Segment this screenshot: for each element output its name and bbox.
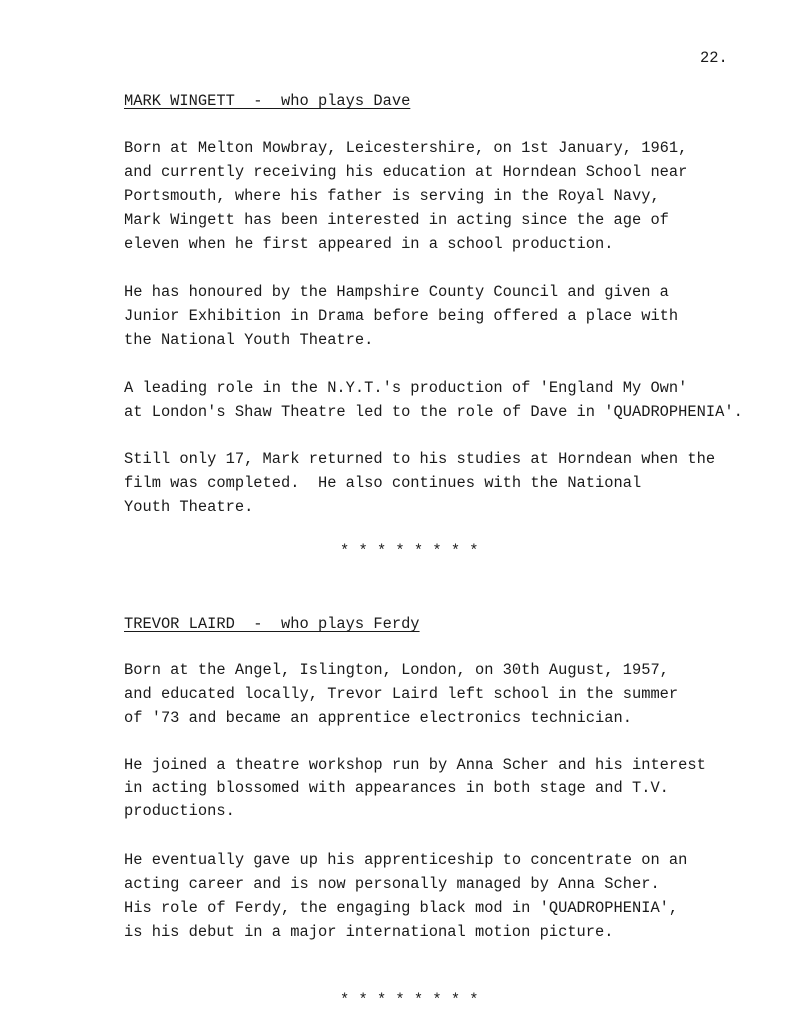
text-line: productions. <box>124 802 235 820</box>
text-line: Born at the Angel, Islington, London, on 30th August, 1957, <box>124 661 669 679</box>
text-line: Portsmouth, where his father is serving in the Royal Navy, <box>124 187 660 205</box>
section-heading-trevor-laird: TREVOR LAIRD - who plays Ferdy <box>124 615 420 633</box>
separator-stars: * * * * * * * * <box>340 991 479 1009</box>
text-line: is his debut in a major international motion picture. <box>124 923 614 941</box>
text-line: Born at Melton Mowbray, Leicestershire, on 1st January, 1961, <box>124 139 688 157</box>
separator-stars: * * * * * * * * <box>340 542 479 560</box>
text-line: A leading role in the N.Y.T.'s production of 'England My Own' <box>124 379 688 397</box>
paragraph <box>124 848 687 944</box>
text-line: His role of Ferdy, the engaging black mod in 'QUADROPHENIA', <box>124 899 679 917</box>
text-line: in acting blossomed with appearances in both stage and T.V. <box>124 779 669 797</box>
text-line: He joined a theatre workshop run by Anna Scher and his interest <box>124 756 706 774</box>
text-line: acting career and is now personally managed by Anna Scher. <box>124 875 660 893</box>
text-line: Mark Wingett has been interested in acting since the age of <box>124 211 669 229</box>
paragraph <box>124 376 743 424</box>
paragraph <box>124 658 678 730</box>
text-line: film was completed. He also continues with the National <box>124 474 642 492</box>
text-line: and educated locally, Trevor Laird left school in the summer <box>124 685 679 703</box>
text-line: Youth Theatre. <box>124 498 254 516</box>
text-line: Still only 17, Mark returned to his studies at Horndean when the <box>124 450 716 468</box>
text-line: He eventually gave up his apprenticeship to concentrate on an <box>124 851 688 869</box>
text-line: He has honoured by the Hampshire County Council and given a <box>124 283 669 301</box>
paragraph <box>124 447 715 519</box>
text-line: at London's Shaw Theatre led to the role of Dave in 'QUADROPHENIA'. <box>124 403 743 421</box>
paragraph <box>124 280 678 352</box>
text-line: eleven when he first appeared in a school production. <box>124 235 614 253</box>
text-line: Junior Exhibition in Drama before being offered a place with <box>124 307 679 325</box>
text-line: the National Youth Theatre. <box>124 331 374 349</box>
text-line: of '73 and became an apprentice electronics technician. <box>124 709 632 727</box>
section-heading-mark-wingett: MARK WINGETT - who plays Dave <box>124 92 411 110</box>
text-line: and currently receiving his education at Horndean School near <box>124 163 688 181</box>
paragraph <box>124 754 706 823</box>
page-number: 22. <box>700 49 728 67</box>
paragraph <box>124 136 687 256</box>
